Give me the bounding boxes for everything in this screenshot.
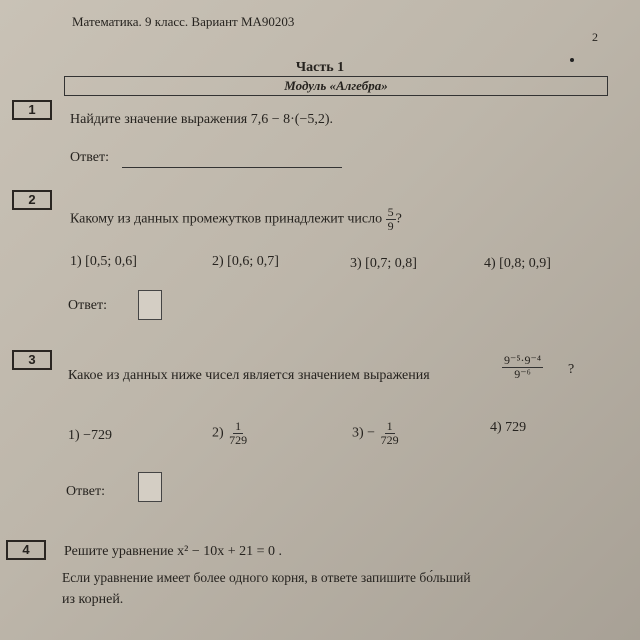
q2-option-1: 1) [0,5; 0,6]	[70, 254, 137, 269]
part-title: Часть 1	[295, 60, 345, 75]
question-2-text	[70, 206, 402, 233]
q3-option-4: 4) 729	[490, 420, 527, 435]
q3-option-1: 1) −729	[68, 428, 113, 443]
answer-label-1: Ответ:	[70, 150, 109, 165]
q2-option-3: 3) [0,7; 0,8]	[350, 256, 417, 271]
page-number: 2	[592, 30, 598, 44]
question-number-1: 1	[12, 100, 52, 120]
question-3-text: Какое из данных ниже чисел является значением выражения	[68, 368, 430, 383]
answer-field-1[interactable]	[122, 153, 342, 168]
fraction-1-729	[227, 420, 249, 447]
fraction-numerator: 1	[235, 419, 242, 433]
fraction-denominator: 9	[387, 219, 394, 233]
question-3-mark: ?	[568, 362, 575, 377]
question-1-text: Найдите значение выражения 7,6 − 8·(−5,2).	[70, 112, 334, 127]
question-number-3: 3	[12, 350, 52, 370]
fraction-minus-1-729	[379, 420, 401, 447]
answer-box-3[interactable]	[138, 472, 162, 502]
q2-option-4: 4) [0,8; 0,9]	[484, 256, 551, 271]
module-title: Модуль «Алгебра»	[64, 76, 608, 96]
fraction-denominator: 729	[380, 433, 399, 447]
q3-option-3-prefix: 3) −	[352, 425, 376, 441]
question-4-line-2: Если уравнение имеет более одного корня, в ответе запишите бо́льший	[62, 570, 471, 585]
answer-box-2[interactable]	[138, 290, 162, 320]
fraction-denominator: 729	[229, 433, 248, 447]
fraction-numerator: 5	[387, 205, 394, 219]
question-mark: ?	[395, 211, 402, 227]
fraction-5-9	[386, 206, 396, 233]
answer-label-2: Ответ:	[68, 298, 107, 313]
question-4-line-1: Решите уравнение x² − 10x + 21 = 0 .	[64, 544, 283, 559]
q3-option-2	[212, 420, 249, 447]
fraction-numerator: 1	[386, 419, 393, 433]
q3-option-3	[352, 420, 401, 447]
expression-denominator: 9⁻⁶	[514, 367, 531, 381]
header-title: Математика. 9 класс. Вариант МА90203	[72, 14, 295, 29]
answer-label-3: Ответ:	[66, 484, 105, 499]
q3-option-2-prefix: 2)	[212, 425, 224, 441]
q2-option-2: 2) [0,6; 0,7]	[212, 254, 279, 269]
question-number-4: 4	[6, 540, 46, 560]
question-number-2: 2	[12, 190, 52, 210]
question-4-line-3: из корней.	[62, 592, 124, 607]
expression-numerator: 9⁻⁵·9⁻⁴	[504, 353, 542, 367]
question-2-label: Какому из данных промежутков принадлежит число	[70, 211, 383, 227]
expression-fraction	[502, 354, 543, 381]
